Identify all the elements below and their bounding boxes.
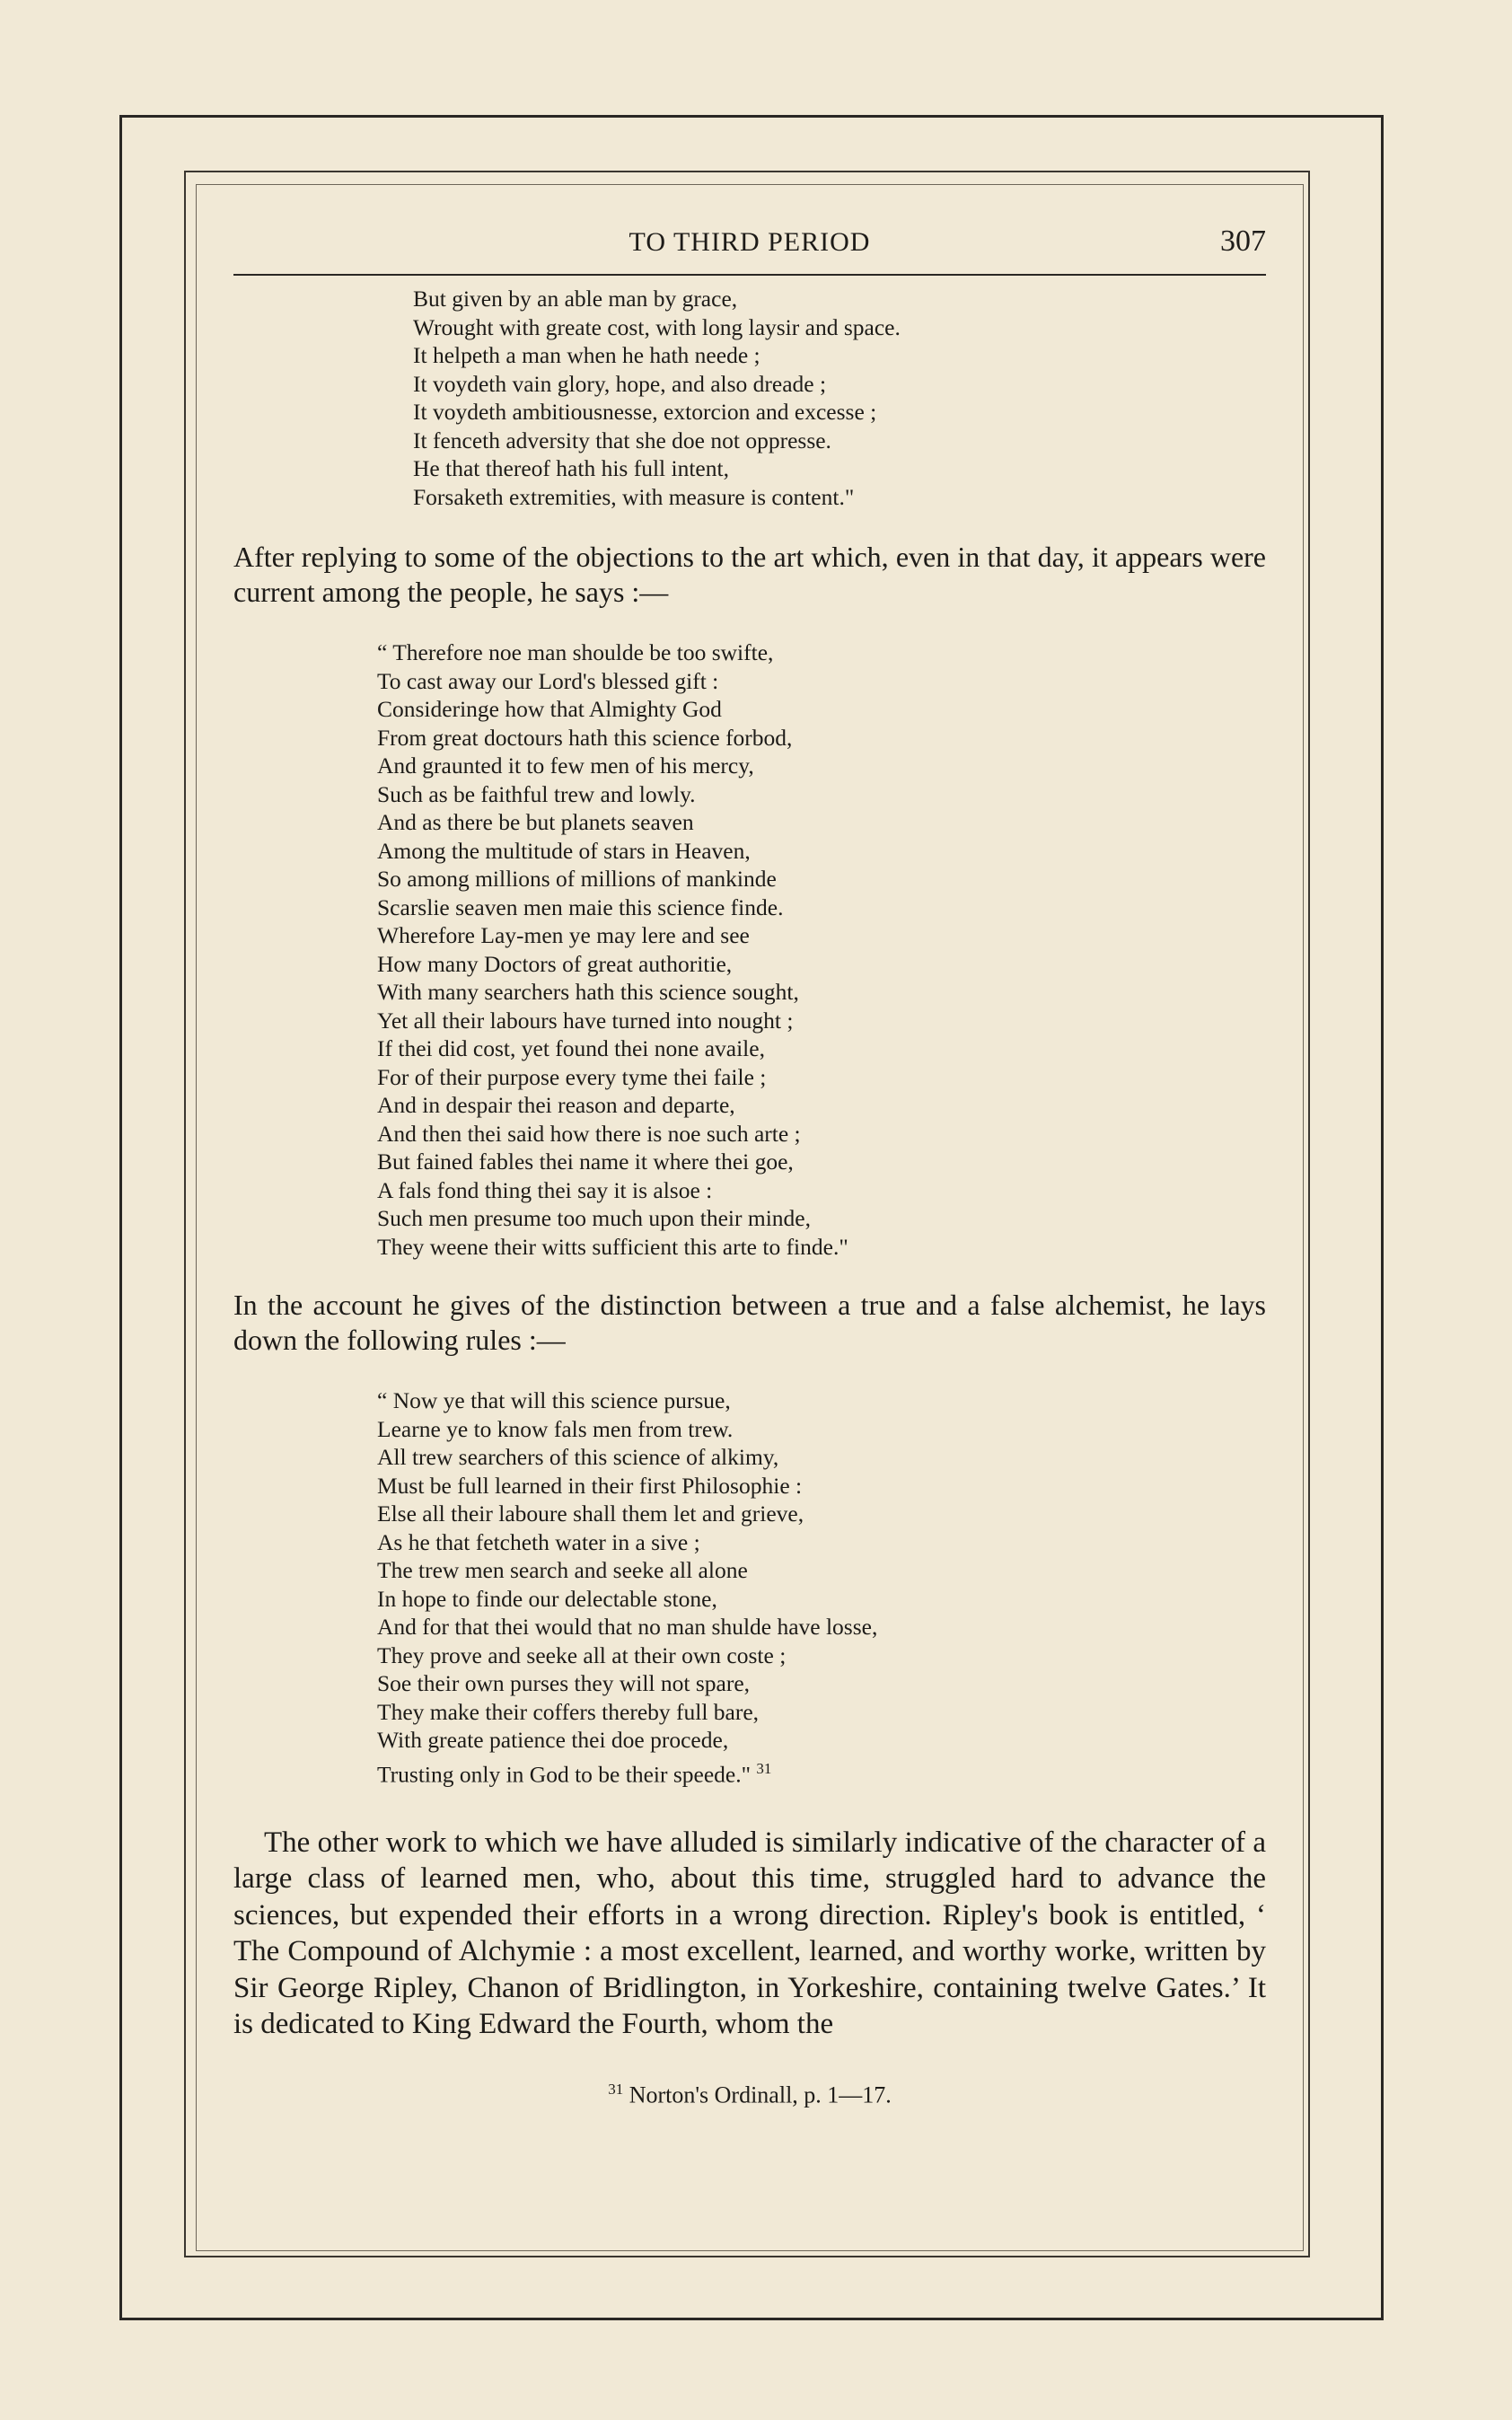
footnote-reference[interactable]: 31 (756, 1759, 772, 1777)
verse-line: But given by an able man by grace, (413, 286, 738, 312)
verse-line-text: Trusting only in God to be their speede." (377, 1761, 752, 1787)
verse-line: They make their coffers thereby full bare, (377, 1698, 760, 1725)
verse-line: And in despair thei reason and departe, (377, 1092, 735, 1118)
footnote (233, 2081, 1266, 2109)
verse-line: From great doctours hath this science forbod, (377, 724, 793, 751)
footnote-text: Norton's Ordinall, p. 1—17. (629, 2081, 892, 2108)
verse-line: Such as be faithful trew and lowly. (377, 780, 696, 807)
verse-line: Forsaketh extremities, with measure is content." (413, 483, 855, 510)
verse-line: In hope to finde our delectable stone, (377, 1585, 717, 1612)
verse-block-3 (377, 1386, 1266, 1789)
running-head (233, 220, 1266, 276)
verse-line: And as there be but planets seaven (377, 809, 694, 835)
verse-line: With many searchers hath this science sought, (377, 979, 799, 1005)
verse-line: Else all their laboure shall them let and grieve, (377, 1500, 804, 1527)
verse-line: Wherefore Lay-men ye may lere and see (377, 922, 750, 948)
verse-line: Soe their own purses they will not spare, (377, 1670, 751, 1696)
verse-line: It helpeth a man when he hath neede ; (413, 342, 760, 368)
verse-line: It fenceth adversity that she doe not oppresse. (413, 427, 831, 453)
verse-line: Yet all their labours have turned into nought ; (377, 1007, 794, 1034)
paragraph-ripley: The other work to which we have alluded is similarly indicative of the character of a large class of learned men, who, about this time, struggled hard to advance the sciences, but expended their efforts in a wrong direction. Ripley's book is entitled, ‘ The Compound of Alchymie : a most excellent, learned, and worthy worke, written by Sir George Ripley, Chanon of Bridlington, in Yorkeshire, containing twelve Gates.’ It is dedicated to King Edward the Fourth, whom the (233, 1826, 1266, 2040)
verse-line: They prove and seeke all at their own coste ; (377, 1641, 787, 1668)
verse-line: A fals fond thing thei say it is alsoe : (377, 1176, 713, 1203)
page-number: 307 (1220, 224, 1266, 258)
verse-line: And graunted it to few men of his mercy, (377, 752, 754, 779)
verse-line-last (377, 1755, 1266, 1789)
verse-line: “ Therefore noe man shoulde be too swifte, (377, 639, 774, 665)
verse-line: The trew men search and seeke all alone (377, 1557, 748, 1583)
book-page (233, 220, 1266, 2108)
verse-line: He that thereof hath his full intent, (413, 455, 729, 481)
verse-line: “ Now ye that will this science pursue, (377, 1387, 731, 1413)
running-head-title: TO THIRD PERIOD (629, 227, 871, 257)
paragraph-objections: After replying to some of the objections to the art which, even in that day, it appears were current among the people, he says :— (233, 541, 1266, 608)
verse-line: Consideringe how that Almighty God (377, 696, 722, 722)
verse-line: With greate patience thei doe procede, (377, 1727, 729, 1753)
footnote-mark: 31 (608, 2080, 624, 2098)
verse-block-1 (413, 285, 1266, 511)
verse-line: It voydeth vain glory, hope, and also dreade ; (413, 370, 827, 397)
verse-line: To cast away our Lord's blessed gift : (377, 667, 719, 694)
verse-line: And for that thei would that no man shulde have losse, (377, 1614, 878, 1640)
verse-block-2 (377, 638, 1266, 1261)
paragraph-rules: In the account he gives of the distinction between a true and a false alchemist, he lays down the following rules :— (233, 1289, 1266, 1356)
verse-line: So among millions of millions of mankinde (377, 866, 777, 892)
verse-line: Among the multitude of stars in Heaven, (377, 837, 751, 864)
verse-line: They weene their witts sufficient this arte to finde." (377, 1233, 848, 1260)
verse-line: If thei did cost, yet found thei none availe, (377, 1035, 765, 1061)
verse-line: Must be full learned in their first Philosophie : (377, 1472, 803, 1499)
verse-line: Learne ye to know fals men from trew. (377, 1415, 734, 1442)
verse-line: How many Doctors of great authoritie, (377, 950, 733, 977)
verse-line: Wrought with greate cost, with long laysir and space. (413, 313, 901, 340)
verse-line: For of their purpose every tyme thei faile ; (377, 1063, 767, 1090)
verse-line: As he that fetcheth water in a sive ; (377, 1528, 700, 1555)
verse-line: But fained fables thei name it where thei goe, (377, 1148, 794, 1175)
verse-line: All trew searchers of this science of alkimy, (377, 1444, 779, 1470)
verse-line: Such men presume too much upon their minde, (377, 1205, 811, 1231)
verse-line: And then thei said how there is noe such arte ; (377, 1120, 801, 1147)
verse-line: Scarslie seaven men maie this science finde. (377, 893, 784, 920)
verse-line: It voydeth ambitiousnesse, extorcion and excesse ; (413, 399, 877, 425)
